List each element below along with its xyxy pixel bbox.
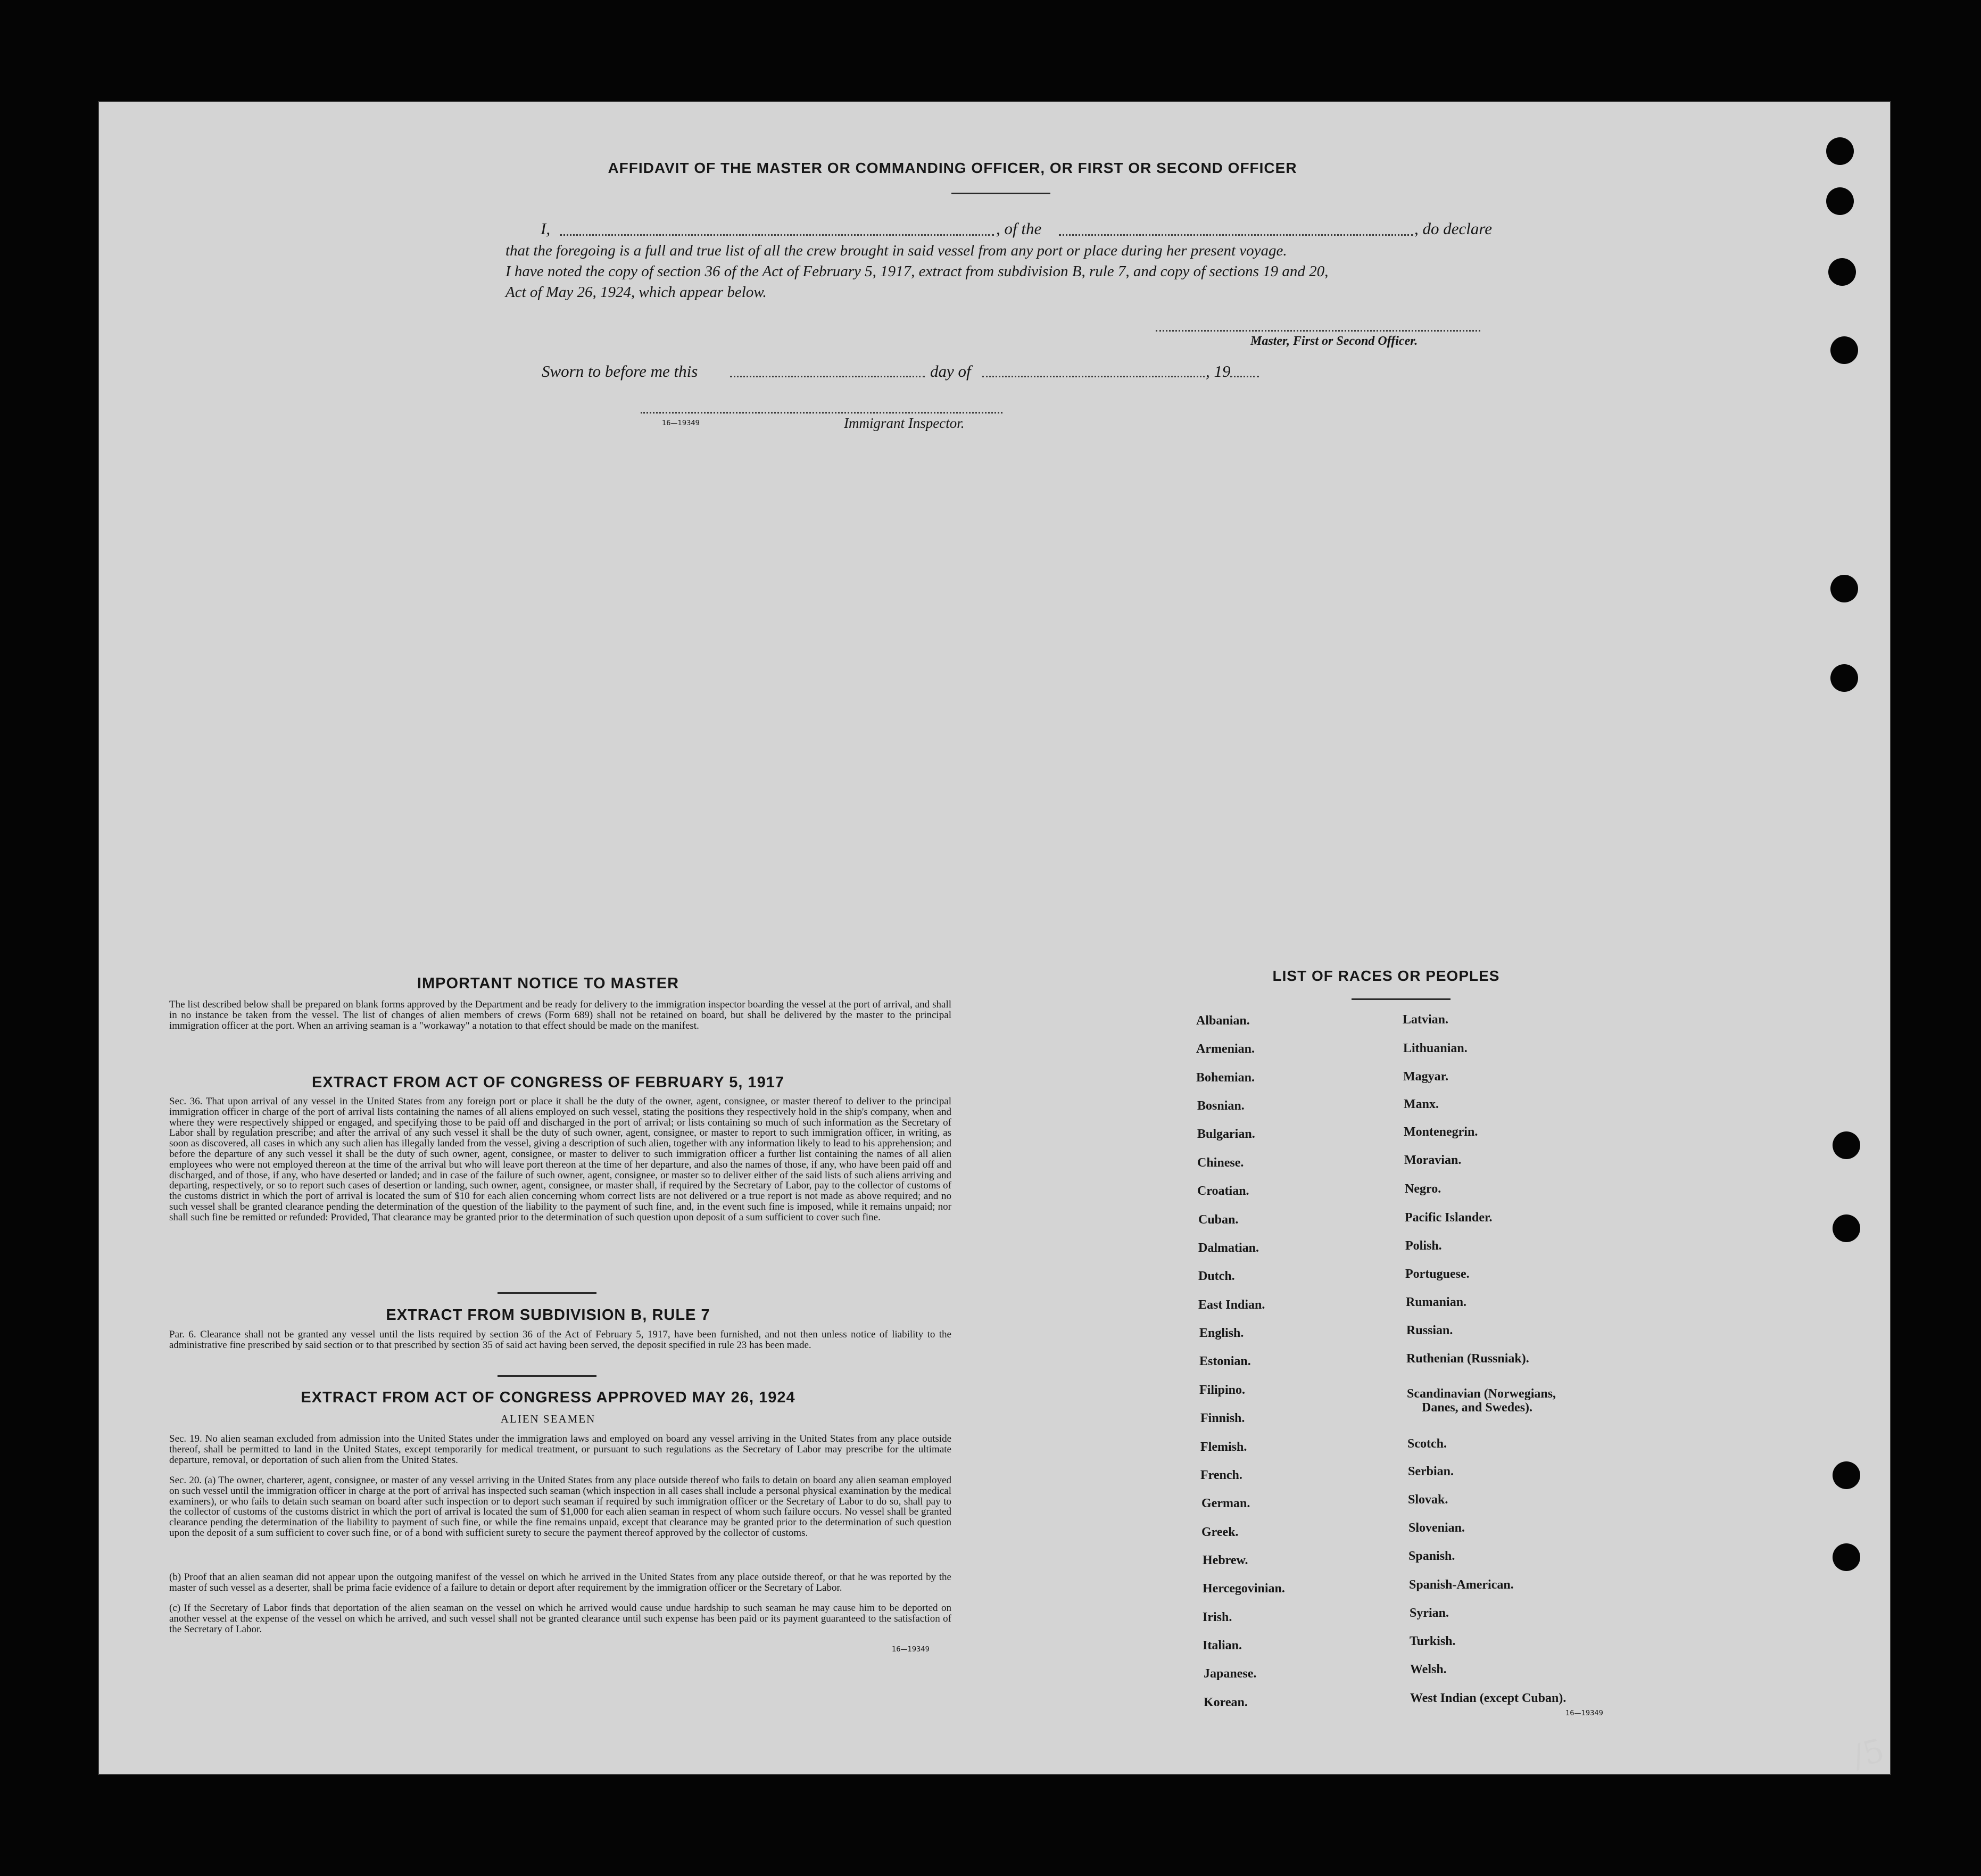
form-number: 16—19349 (1565, 1709, 1603, 1717)
race-item: Turkish. (1410, 1634, 1456, 1648)
race-item: Syrian. (1410, 1606, 1449, 1620)
inspector-signature-field[interactable] (641, 412, 1002, 414)
divider (498, 1292, 596, 1294)
day-of-label: day of (930, 362, 971, 381)
race-item: Magyar. (1403, 1070, 1449, 1084)
race-item: Rumanian. (1406, 1295, 1467, 1309)
race-item: Albanian. (1196, 1014, 1250, 1028)
race-item: Scotch. (1407, 1437, 1447, 1451)
sworn-month-field[interactable] (982, 376, 1205, 377)
race-item: Greek. (1201, 1525, 1239, 1539)
race-item: Dalmatian. (1198, 1241, 1259, 1255)
margin-mark: /5 (1848, 1731, 1888, 1776)
race-item: Scandinavian (Norwegians, (1407, 1387, 1556, 1401)
race-item: Irish. (1203, 1610, 1232, 1624)
notice-title: IMPORTANT NOTICE TO MASTER (417, 975, 679, 992)
race-item: Hebrew. (1203, 1553, 1248, 1567)
race-item: Moravian. (1404, 1153, 1462, 1167)
affidavit-line-3: I have noted the copy of section 36 of the Act of February 5, 1917, extract from subdivision B, rule 7, and copy of sections 19 and 20, (505, 263, 1329, 280)
race-item: Serbian. (1408, 1465, 1454, 1478)
master-signature-field[interactable] (1156, 330, 1480, 332)
race-item: Slovenian. (1408, 1521, 1465, 1535)
affidavit-line-4: Act of May 26, 1924, which appear below. (505, 284, 767, 301)
binder-hole (1830, 336, 1858, 364)
race-item: Bulgarian. (1197, 1127, 1255, 1141)
affidavit-of-the-label: , of the (996, 219, 1042, 238)
divider (951, 193, 1050, 194)
extract-rule7-title: EXTRACT FROM SUBDIVISION B, RULE 7 (386, 1307, 710, 1324)
race-item: Lithuanian. (1403, 1042, 1468, 1055)
inspector-caption: Immigrant Inspector. (844, 415, 965, 431)
race-item: Italian. (1203, 1639, 1242, 1652)
extract-1924-title: EXTRACT FROM ACT OF CONGRESS APPROVED MAY 26, 1924 (301, 1389, 795, 1406)
race-item: West Indian (except Cuban). (1410, 1691, 1566, 1705)
divider (498, 1375, 596, 1377)
race-item: Montenegrin. (1404, 1125, 1478, 1139)
race-item: Danes, and Swedes). (1422, 1401, 1533, 1415)
race-item: Filipino. (1199, 1383, 1246, 1397)
race-item: East Indian. (1198, 1298, 1265, 1312)
year-label: , 19 (1206, 362, 1231, 381)
race-item: Pacific Islander. (1405, 1211, 1493, 1225)
race-item: Dutch. (1198, 1269, 1235, 1283)
race-item: Armenian. (1196, 1042, 1255, 1056)
binder-hole (1826, 187, 1854, 215)
race-item: French. (1200, 1468, 1242, 1482)
race-item: Croatian. (1197, 1184, 1249, 1198)
name-field[interactable] (560, 234, 994, 236)
race-item: Spanish. (1408, 1549, 1455, 1563)
race-item: Ruthenian (Russniak). (1406, 1352, 1529, 1366)
alien-seamen-subtitle: ALIEN SEAMEN (500, 1412, 596, 1425)
master-signature-caption: Master, First or Second Officer. (1250, 334, 1418, 348)
affidavit-declare-label: , do declare (1414, 219, 1493, 238)
binder-hole (1830, 575, 1858, 602)
race-item: Slovak. (1408, 1493, 1448, 1507)
race-item: Latvian. (1403, 1013, 1449, 1027)
extract-1924-sec20a: Sec. 20. (a) The owner, charterer, agent, consignee, or master of any vessel arriving in the United States from any place outside thereof who fails to detain on board any alien seaman employed on such vessel until the immigration officer in charge at the port of arrival has inspected such seaman (which inspection in all cases shall include a personal physical examination by the medical examiners), or who fails to detain such seaman on board after such inspection or to deport such seaman if required by such immigration officer or the Secretary of Labor to do so, shall pay to the collector of customs of the customs district in which the port of arrival is located the sum of $1,000 for each alien seaman in respect of whom such failure occurs. No vessel shall be granted clearance pending the determination of the liability to payment of such fine, or while the fine remains unpaid, except that clearance may be granted prior to the determination of such question upon the deposit of a sum sufficient to cover such fine, or of a bond with sufficient surety to secure the payment thereof approved by the collector of customs. (169, 1475, 951, 1539)
race-item: Cuban. (1198, 1213, 1239, 1227)
affidavit-line-2: that the foregoing is a full and true list of all the crew brought in said vessel from any port or place during her present voyage. (505, 242, 1287, 259)
binder-hole (1828, 258, 1856, 286)
binder-hole (1833, 1543, 1860, 1571)
race-item: Hercegovinian. (1203, 1582, 1285, 1596)
race-item: German. (1201, 1497, 1250, 1510)
binder-hole (1833, 1461, 1860, 1489)
extract-1924-sec20c: (c) If the Secretary of Labor finds that deportation of the alien seaman on the vessel on which he arrived would cause undue hardship to such seaman he may cause him to be deported on another vessel at the expense of the vessel on which he arrived, and such vessel shall not be granted clearance until such expense has been paid or its payment guaranteed to the satisfaction of the Secretary of Labor. (169, 1602, 951, 1635)
race-item: Spanish-American. (1409, 1578, 1514, 1592)
race-item: Bosnian. (1197, 1099, 1245, 1113)
notice-body: The list described below shall be prepared on blank forms approved by the Department and be ready for delivery to the immigration inspector boarding the vessel at the port of arrival, and shall in no instance be taken from the vessel. The list of changes of alien members of crews (Form 689) shall not be retained on board, but shall be delivered by the master to the principal immigration officer at the port. When an arriving seaman is a "workaway" a notation to that effect should be made on the manifest. (169, 999, 951, 1031)
form-number: 16—19349 (892, 1646, 930, 1654)
race-item: Flemish. (1200, 1440, 1247, 1454)
form-number: 16—19349 (662, 419, 700, 427)
race-item: Chinese. (1197, 1156, 1244, 1170)
race-item: Korean. (1204, 1696, 1248, 1709)
binder-hole (1830, 664, 1858, 692)
race-item: Russian. (1406, 1324, 1453, 1337)
races-title: LIST OF RACES OR PEOPLES (1272, 968, 1500, 984)
race-item: Estonian. (1199, 1354, 1251, 1368)
race-item: Welsh. (1410, 1663, 1447, 1676)
sworn-label: Sworn to before me this (542, 362, 698, 381)
extract-1917-title: EXTRACT FROM ACT OF CONGRESS OF FEBRUARY 5, 1917 (311, 1074, 785, 1091)
binder-hole (1833, 1131, 1860, 1159)
extract-1924-sec20b: (b) Proof that an alien seaman did not appear upon the outgoing manifest of the vessel on which he arrived in the United States from any place outside thereof, or that he was reported by the master of such vessel as a deserter, shall be prima facie evidence of a failure to detain or deport after requirement by the immigration officer or the Secretary of Labor. (169, 1572, 951, 1593)
binder-hole (1826, 137, 1854, 165)
divider (1352, 998, 1450, 1000)
extract-rule7-body: Par. 6. Clearance shall not be granted any vessel until the lists required by section 36 of the Act of February 5, 1917, have been furnished, and not then unless notice of liability to the administrative fine prescribed by said section or to that prescribed by section 35 of said act having been served, the deposit specified in rule 23 has been made. (169, 1329, 951, 1351)
sworn-year-field[interactable] (1230, 376, 1259, 377)
race-item: Bohemian. (1196, 1071, 1255, 1085)
race-item: English. (1199, 1326, 1244, 1340)
race-item: Manx. (1404, 1097, 1439, 1111)
race-item: Portuguese. (1405, 1267, 1470, 1281)
binder-hole (1833, 1214, 1860, 1242)
vessel-field[interactable] (1059, 234, 1413, 236)
race-item: Finnish. (1200, 1411, 1245, 1425)
sworn-day-field[interactable] (730, 376, 925, 377)
affidavit-i-label: I, (541, 219, 551, 238)
race-item: Japanese. (1204, 1667, 1257, 1681)
race-item: Negro. (1405, 1182, 1441, 1196)
extract-1917-body: Sec. 36. That upon arrival of any vessel in the United States from any foreign port or place it shall be the duty of the owner, agent, consignee, or master thereof to deliver to the principal immigration officer in charge of the port of arrival lists containing the names of all aliens employed on such vessel, stating the positions they respectively hold in the ship's company, when and where they were respectively shipped or engaged, and specifying those to be paid off and discharged in the port of arrival; or lists containing so much of such information as the Secretary of Labor shall by regulation prescribe; and after the arrival of any such vessel it shall be the duty of such owner, agent, consignee, or master to report to such immigration officer, in writing, as soon as discovered, all cases in which any such alien has illegally landed from the vessel, giving a description of such alien, together with any information likely to lead to his apprehension; and before the departure of any such vessel it shall be the duty of such owner, agent, consignee, or master to deliver to such immigration officer a further list containing the names of all alien employees who were not employed thereon at the time of the arrival but who will leave port thereon at the time of her departure, and also the names of those, if any, who have been paid off and discharged, and of those, if any, who have deserted or landed; and in case of the failure of such owner, agent, consignee, or master so to deliver either of the said lists of such aliens arriving and departing, respectively, or so to report such cases of desertion or landing, such owner, agent, consignee, or master shall, if required by the Secretary of Labor, pay to the collector of customs of the customs district in which the port of arrival is located the sum of $10 for each alien concerning whom correct lists are not delivered or a true report is not made as above required; and no such vessel shall be granted clearance pending the determination of the question of the liability to the payment of such fine, and, in the event such fine is imposed, while it remains unpaid; nor shall such fine be remitted or refunded: Provided, That clearance may be granted prior to the determination of such question upon deposit of a sum sufficient to cover such fine. (169, 1096, 951, 1223)
affidavit-title: AFFIDAVIT OF THE MASTER OR COMMANDING OFFICER, OR FIRST OR SECOND OFFICER (608, 160, 1297, 176)
extract-1924-sec19: Sec. 19. No alien seaman excluded from admission into the United States under the immigration laws and employed on board any vessel arriving in the United States from any place outside thereof, shall be permitted to land in the United States, except temporarily for medical treatment, or pursuant to such regulations as the Secretary of Labor may prescribe for the ultimate departure, removal, or deportation of such alien from the United States. (169, 1433, 951, 1466)
race-item: Polish. (1405, 1239, 1442, 1253)
